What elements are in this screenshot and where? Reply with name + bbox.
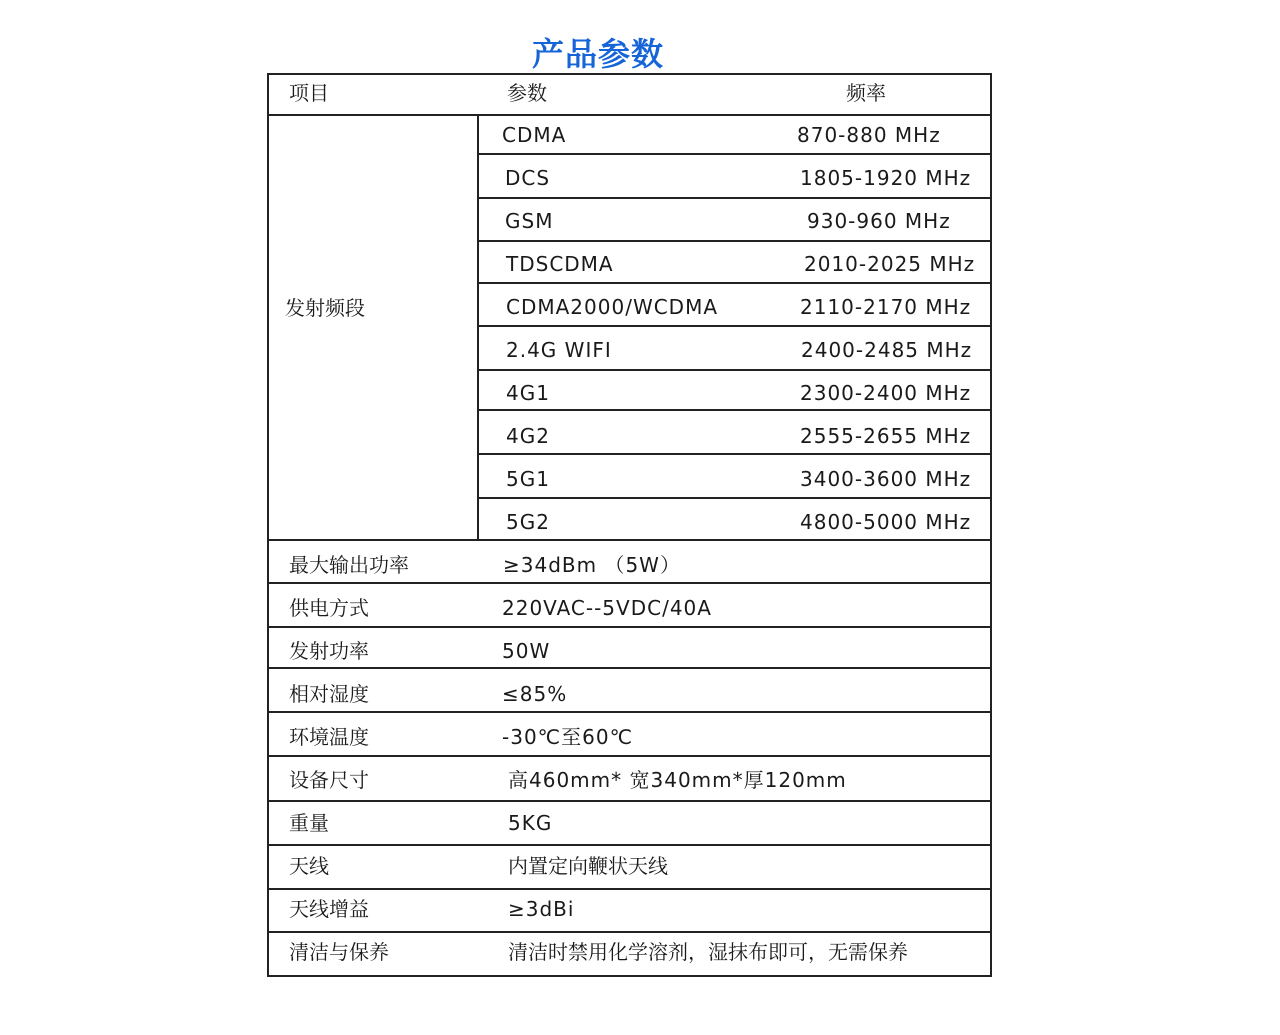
table-column-divider [477, 114, 479, 539]
spec-value: ≤85% [502, 682, 568, 706]
spec-table [267, 73, 992, 977]
spec-label: 设备尺寸 [289, 768, 369, 792]
band-freq: 2010-2025 MHz [804, 252, 976, 276]
band-name: GSM [505, 209, 554, 233]
table-rule [269, 73, 990, 75]
spec-label: 发射功率 [289, 639, 369, 663]
header-param: 参数 [507, 81, 547, 105]
table-rule [269, 888, 990, 890]
table-rule [479, 153, 990, 155]
band-freq: 3400-3600 MHz [800, 467, 972, 491]
band-freq: 2400-2485 MHz [801, 338, 973, 362]
spec-value: 高460mm* 宽340mm*厚120mm [508, 768, 847, 792]
spec-label: 供电方式 [289, 596, 369, 620]
band-name: CDMA [502, 123, 567, 147]
band-name: CDMA2000/WCDMA [506, 295, 719, 319]
spec-value: 50W [502, 639, 551, 663]
table-rule [269, 931, 990, 933]
table-rule [479, 197, 990, 199]
table-rule [479, 240, 990, 242]
band-freq: 870-880 MHz [797, 123, 941, 147]
page-title: 产品参数 [531, 35, 664, 73]
spec-label: 最大输出功率 [289, 553, 409, 577]
table-rule [269, 711, 990, 713]
spec-label: 清洁与保养 [289, 940, 389, 964]
spec-label: 天线 [289, 854, 329, 878]
table-rule [269, 667, 990, 669]
table-rule [479, 369, 990, 371]
band-freq: 2555-2655 MHz [800, 424, 972, 448]
spec-value: 220VAC--5VDC/40A [502, 596, 712, 620]
table-rule [479, 453, 990, 455]
table-rule [479, 282, 990, 284]
spec-label: 天线增益 [289, 897, 369, 921]
band-name: 2.4G WIFI [506, 338, 612, 362]
table-rule [479, 325, 990, 327]
header-freq: 频率 [846, 81, 886, 105]
band-group-label: 发射频段 [285, 296, 365, 320]
band-name: 4G1 [506, 381, 550, 405]
spec-value: -30℃至60℃ [502, 725, 634, 749]
table-rule [269, 755, 990, 757]
spec-value: 清洁时禁用化学溶剂，湿抹布即可，无需保养 [508, 940, 908, 964]
spec-value: ≥3dBi [508, 897, 575, 921]
table-rule [269, 539, 990, 541]
spec-value: 5KG [508, 811, 553, 835]
table-rule [269, 844, 990, 846]
band-name: TDSCDMA [506, 252, 614, 276]
band-freq: 930-960 MHz [807, 209, 951, 233]
header-item: 项目 [289, 81, 329, 105]
spec-value: 内置定向鞭状天线 [508, 854, 668, 878]
table-rule [269, 975, 990, 977]
band-name: 5G1 [506, 467, 550, 491]
table-rule [479, 409, 990, 411]
band-freq: 1805-1920 MHz [800, 166, 972, 190]
spec-label: 环境温度 [289, 725, 369, 749]
table-rule [269, 114, 990, 116]
band-freq: 2300-2400 MHz [800, 381, 972, 405]
table-rule [479, 497, 990, 499]
band-name: 5G2 [506, 510, 550, 534]
table-rule [269, 626, 990, 628]
spec-value: ≥34dBm （5W） [503, 553, 681, 577]
table-rule [269, 800, 990, 802]
spec-label: 相对湿度 [289, 682, 369, 706]
band-name: 4G2 [506, 424, 550, 448]
band-name: DCS [505, 166, 551, 190]
table-rule [269, 582, 990, 584]
band-freq: 2110-2170 MHz [800, 295, 972, 319]
spec-label: 重量 [289, 811, 329, 835]
band-freq: 4800-5000 MHz [800, 510, 972, 534]
